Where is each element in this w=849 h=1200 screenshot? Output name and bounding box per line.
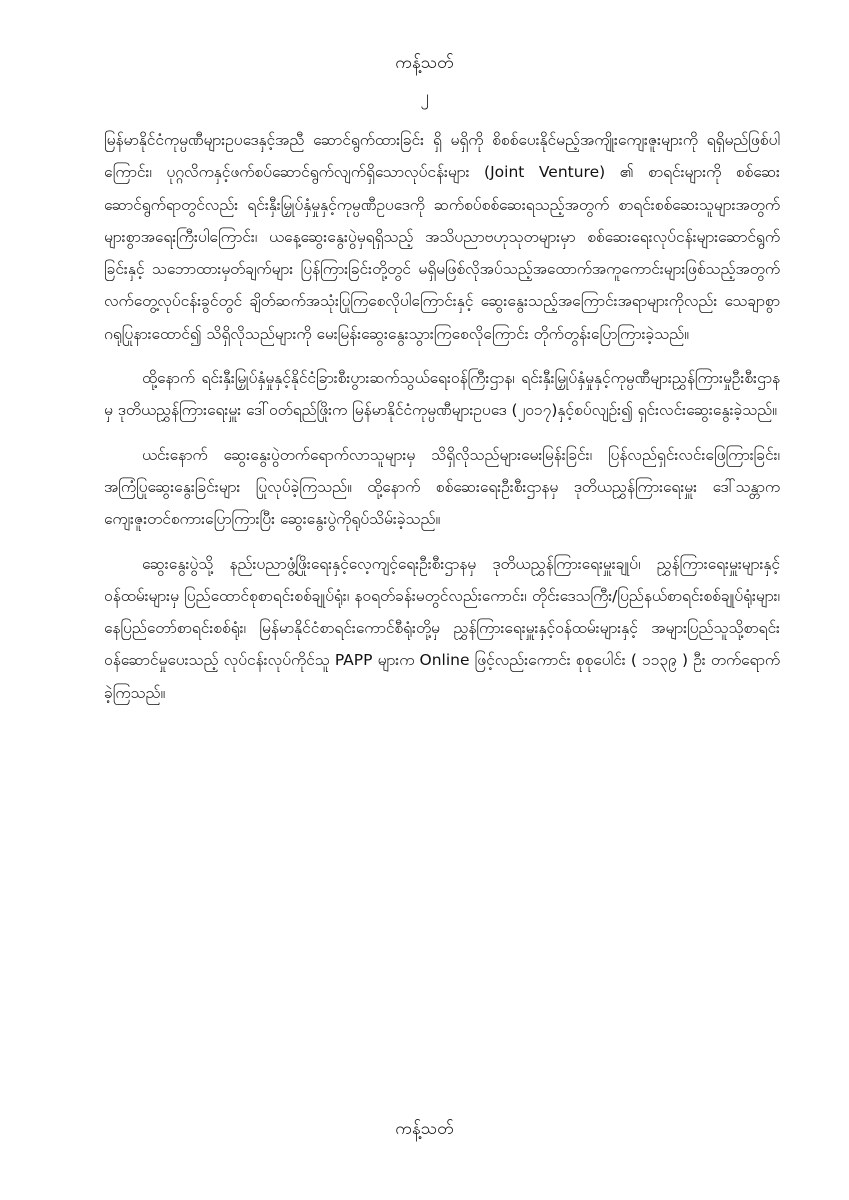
body-text	[104, 124, 780, 721]
classification-footer: ကန့်သတ်	[395, 1119, 454, 1139]
paragraph: မြန်မာနိုင်ငံကုမ္ပဏီများဥပဒေနှင့်အညီ ဆောင်ရွက်ထားခြင်း ရှိ မရှိကို စိစစ်ပေးနိုင်မည့်အကျိုးကျေးဇူးများကို ရရှိမည်ဖြစ်ပါကြောင်း၊ ပုဂ္ဂလိကနှင့်ဖက်စပ်ဆောင်ရွက်လျက်ရှိသောလုပ်ငန်းများ (Joint Venture) ၏ စာရင်းများကို စစ်ဆေးဆောင်ရွက်ရာတွင်လည်း ရင်းနှီးမြှုပ်နှံမှုနှင့်ကုမ္ပဏီဥပဒေကို ဆက်စပ်စစ်ဆေးရသည့်အတွက် စာရင်းစစ်ဆေးသူများအတွက် များစွာအရေးကြီးပါကြောင်း၊ ယနေ့ဆွေးနွေးပွဲမှရရှိသည့် အသိပညာဗဟုသုတများမှာ စစ်ဆေးရေးလုပ်ငန်းများဆောင်ရွက်ခြင်းနှင့် သဘောထားမှတ်ချက်များ ပြန်ကြားခြင်းတို့တွင် မရှိမဖြစ်လိုအပ်သည့်အထောက်အကူကောင်းများဖြစ်သည့်အတွက် လက်တွေ့လုပ်ငန်းခွင်တွင် ချိတ်ဆက်အသုံးပြုကြစေလိုပါကြောင်းနှင့် ဆွေးနွေးသည့်အကြောင်းအရာများကိုလည်း သေချာစွာ ဂရုပြုနားထောင်၍ သိရှိလိုသည်များကို မေးမြန်းဆွေးနွေးသွားကြစေလိုကြောင်း တိုက်တွန်းပြောကြားခဲ့သည်။	[104, 131, 780, 343]
classification-header: ကန့်သတ်	[395, 53, 454, 73]
paragraph: ယင်းနောက် ဆွေးနွေးပွဲတက်ရောက်လာသူများမှ သိရှိလိုသည်များမေးမြန်းခြင်း၊ ပြန်လည်ရှင်းလင်းဖြေကြားခြင်း၊ အကြံပြုဆွေးနွေးခြင်းများ ပြုလုပ်ခဲ့ကြသည်။ ထို့နောက် စစ်ဆေးရေးဦးစီးဌာနမှ ဒုတိယညွှန်ကြားရေးမှူး ဒေါ်သန္တာက ကျေးဇူးတင်စကားပြောကြားပြီး ဆွေးနွေးပွဲကိုရုပ်သိမ်းခဲ့သည်။	[104, 445, 780, 529]
paragraph: ဆွေးနွေးပွဲသို့ နည်းပညာဖွံ့ဖြိုးရေးနှင့်လေ့ကျင့်ရေးဦးစီးဌာနမှ ဒုတိယညွှန်ကြားရေးမှူးချုပ်၊ ညွှန်ကြားရေးမှူးများနှင့်ဝန်ထမ်းများမှ ပြည်ထောင်စုစာရင်းစစ်ချုပ်ရုံး၊ နဝရတ်ခန်းမတွင်လည်းကောင်း၊ တိုင်းဒေသကြီး/ပြည်နယ်စာရင်းစစ်ချုပ်ရုံးများ၊ နေပြည်တော်စာရင်းစစ်ရုံး၊ မြန်မာနိုင်ငံစာရင်းကောင်စီရုံးတို့မှ ညွှန်ကြားရေးမှူးနှင့်ဝန်ထမ်းများနှင့် အများပြည်သူသို့စာရင်းဝန်ဆောင်မှုပေးသည့် လုပ်ငန်းလုပ်ကိုင်သူ PAPP များက Online ဖြင့်လည်းကောင်း စုစုပေါင်း ( ၁၁၃၉ ) ဦး တက်ရောက်ခဲ့ကြသည်။	[104, 554, 780, 702]
page-number: ၂	[420, 87, 429, 107]
paragraph: ထို့နောက် ရင်းနှီးမြှုပ်နှံမှုနှင့်နိုင်ငံခြားစီးပွားဆက်သွယ်ရေးဝန်ကြီးဌာန၊ ရင်းနှီးမြှုပ်နှံမှုနှင့်ကုမ္ပဏီများညွှန်ကြားမှုဦးစီးဌာနမှ ဒုတိယညွှန်ကြားရေးမှူး ဒေါ်ဝတ်ရည်ဖြိုးက မြန်မာနိုင်ငံကုမ္ပဏီများဥပဒေ (၂၀၁၇)နှင့်စပ်လျဉ်း၍ ရှင်းလင်းဆွေးနွေးခဲ့သည်။	[104, 369, 780, 420]
